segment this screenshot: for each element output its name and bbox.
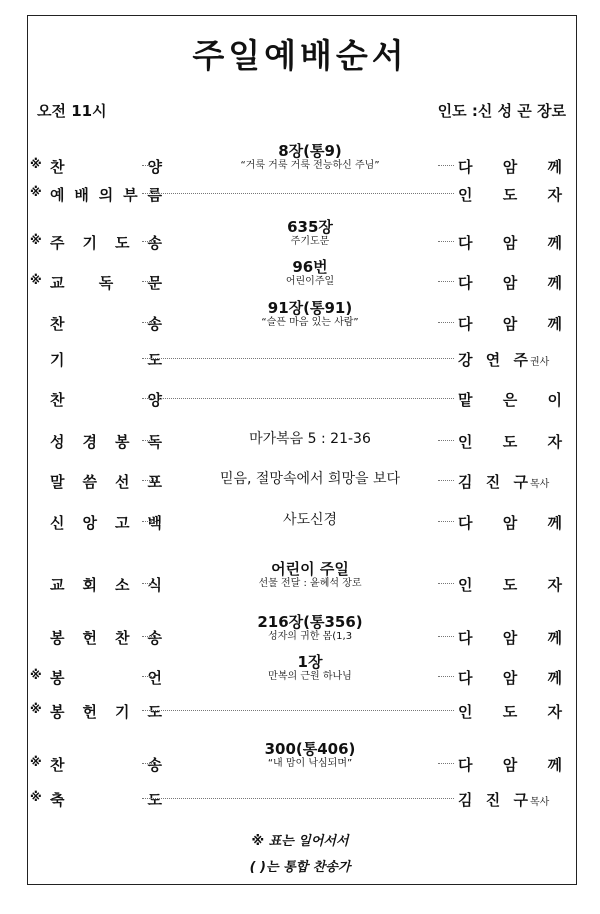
person-name [458, 789, 528, 810]
detail-subline: 주기도문 [290, 236, 330, 247]
order-item-detail [180, 431, 440, 448]
order-item-label [50, 349, 162, 370]
name-char: 구 [513, 473, 528, 491]
order-row [30, 258, 570, 293]
label-char: 헌 [82, 703, 97, 721]
dot-leader [142, 763, 156, 764]
name-char: 자 [547, 433, 562, 451]
label-char: 선 [115, 473, 130, 491]
person-name [458, 754, 562, 775]
order-item-person [458, 184, 562, 205]
label-char: 성 [50, 433, 65, 451]
name-char: 인 [458, 186, 473, 204]
dot-leader [142, 281, 156, 282]
label-char: 기 [82, 234, 97, 252]
order-row [30, 142, 570, 177]
label-char: 앙 [82, 514, 97, 532]
detail-subline: “슬픈 마음 있는 사람” [261, 317, 359, 328]
order-item-detail [180, 654, 440, 683]
label-char: 배 [74, 186, 89, 204]
detail-line: 사도신경 [282, 512, 338, 528]
footer-note-standing: ※ 표는 일어서서 [251, 834, 349, 849]
label-char: 름 [147, 186, 162, 204]
name-char: 인 [458, 703, 473, 721]
order-item-label [50, 389, 162, 410]
order-row [30, 700, 570, 730]
order-item-person [458, 156, 562, 177]
order-row [30, 388, 570, 418]
name-char: 맡 [458, 391, 473, 409]
label-char: 기 [50, 351, 65, 369]
name-char: 은 [502, 391, 518, 409]
label-char: 도 [147, 351, 162, 369]
name-char: 암 [502, 315, 518, 333]
person-name [458, 667, 562, 688]
name-char: 자 [547, 576, 562, 594]
label-char: 봉 [50, 669, 65, 687]
label-char: 회 [82, 576, 97, 594]
order-item-label [50, 471, 162, 492]
label-char: 독 [147, 433, 162, 451]
label-char: 축 [50, 791, 65, 809]
name-char: 암 [502, 756, 518, 774]
order-item-label [50, 574, 162, 595]
service-time: 오전 11시 [37, 102, 107, 120]
order-item-label [50, 667, 162, 688]
name-char: 김 [458, 473, 473, 491]
label-char: 예 [50, 186, 65, 204]
name-char: 김 [458, 791, 473, 809]
label-char: 기 [115, 703, 130, 721]
name-char: 이 [547, 391, 562, 409]
order-item-detail [180, 614, 440, 643]
dot-leader [438, 322, 454, 323]
standing-marker: ※ [30, 668, 42, 682]
order-item-label [50, 232, 162, 253]
label-char: 의 [98, 186, 114, 204]
order-item-label [50, 272, 162, 293]
order-item-person [458, 789, 562, 810]
dot-leader [142, 322, 156, 323]
name-char: 께 [547, 234, 562, 252]
label-char: 경 [82, 433, 97, 451]
order-row [30, 218, 570, 253]
name-char: 다 [458, 629, 473, 647]
name-char: 인 [458, 433, 473, 451]
name-char: 께 [547, 274, 562, 292]
person-name [458, 701, 562, 722]
name-char: 도 [502, 186, 518, 204]
order-item-detail [180, 512, 440, 529]
detail-subline: 만복의 근원 하나님 [268, 671, 352, 682]
label-char: 씀 [82, 473, 97, 491]
label-char: 도 [147, 791, 162, 809]
dot-leader [142, 398, 454, 399]
label-char: 찬 [50, 315, 65, 333]
dot-leader [142, 480, 156, 481]
order-row [30, 348, 570, 378]
order-item-person [458, 389, 562, 410]
dot-leader [438, 763, 454, 764]
detail-line: 300(통406) [264, 740, 356, 758]
person-title: 목사 [530, 479, 550, 490]
dot-leader [142, 583, 156, 584]
standing-marker: ※ [30, 233, 42, 247]
detail-line: 216장(통356) [257, 613, 363, 631]
label-char: 찬 [50, 391, 65, 409]
order-item-detail [180, 219, 440, 248]
detail-line: 96번 [292, 258, 328, 276]
order-item-label [50, 431, 162, 452]
order-item-label [50, 156, 162, 177]
order-item-label [50, 313, 162, 334]
label-char: 찬 [115, 629, 130, 647]
dot-leader [142, 798, 454, 799]
label-char: 고 [115, 514, 130, 532]
name-char: 다 [458, 234, 473, 252]
label-char: 도 [115, 234, 130, 252]
order-item-person [458, 701, 562, 722]
label-char: 신 [50, 514, 65, 532]
order-row [30, 560, 570, 595]
standing-marker: ※ [30, 755, 42, 769]
dot-leader [142, 636, 156, 637]
order-item-label [50, 627, 162, 648]
detail-subline: 성자의 귀한 몸(1,3 [267, 631, 353, 642]
name-char: 다 [458, 514, 473, 532]
name-char: 도 [502, 576, 518, 594]
name-char: 도 [502, 433, 518, 451]
name-char: 암 [502, 274, 518, 292]
label-char: 식 [147, 576, 162, 594]
label-char: 주 [50, 234, 65, 252]
order-item-detail [180, 561, 440, 590]
person-name [458, 313, 562, 334]
order-row [30, 788, 570, 818]
name-char: 암 [502, 629, 518, 647]
label-char: 봉 [50, 629, 65, 647]
name-char: 주 [513, 351, 528, 369]
order-item-label [50, 701, 162, 722]
order-item-person [458, 574, 562, 595]
person-name [458, 184, 562, 205]
person-name [458, 349, 528, 370]
order-item-person [458, 627, 562, 648]
standing-marker: ※ [30, 157, 42, 171]
standing-marker: ※ [30, 273, 42, 287]
order-item-detail [180, 741, 440, 770]
dot-leader [438, 241, 454, 242]
name-char: 자 [547, 703, 562, 721]
label-char: 교 [50, 576, 65, 594]
standing-marker: ※ [30, 790, 42, 804]
name-char: 인 [458, 576, 473, 594]
detail-line: 마가복음 5 : 21-36 [249, 431, 371, 447]
order-item-person [458, 232, 562, 253]
name-char: 께 [547, 514, 562, 532]
name-char: 다 [458, 274, 473, 292]
order-row [30, 740, 570, 775]
name-char: 께 [547, 315, 562, 333]
person-title: 목사 [530, 797, 550, 808]
dot-leader [142, 165, 156, 166]
person-name [458, 272, 562, 293]
dot-leader [142, 710, 454, 711]
label-char: 찬 [50, 756, 65, 774]
name-char: 연 [485, 351, 501, 369]
standing-marker: ※ [30, 702, 42, 716]
person-name [458, 389, 562, 410]
detail-line: 1장 [297, 653, 323, 671]
label-char: 찬 [50, 158, 65, 176]
label-char: 말 [50, 473, 65, 491]
name-char: 진 [485, 791, 501, 809]
order-item-person [458, 754, 562, 775]
order-row [30, 653, 570, 688]
dot-leader [142, 440, 156, 441]
detail-subline: 어린이주일 [285, 276, 335, 287]
detail-subline: 선물 전달 : 윤혜석 장로 [258, 578, 362, 589]
label-char: 봉 [50, 703, 65, 721]
order-item-label [50, 789, 162, 810]
dot-leader [142, 358, 454, 359]
dot-leader [142, 676, 156, 677]
person-name [458, 471, 528, 492]
order-item-person [458, 349, 562, 370]
name-char: 강 [458, 351, 473, 369]
name-char: 다 [458, 756, 473, 774]
order-item-detail [180, 259, 440, 288]
detail-line: 어린이 주일 [271, 560, 349, 578]
person-name [458, 627, 562, 648]
order-row [30, 430, 570, 460]
name-char: 다 [458, 315, 473, 333]
name-char: 다 [458, 158, 473, 176]
name-char: 도 [502, 703, 518, 721]
order-item-detail [180, 471, 440, 488]
label-char: 송 [147, 629, 162, 647]
label-char: 언 [147, 669, 162, 687]
name-char: 께 [547, 756, 562, 774]
order-item-label [50, 512, 162, 533]
name-char: 께 [547, 158, 562, 176]
detail-subline: “내 맘이 낙심되며” [267, 758, 353, 769]
label-char: 부 [123, 186, 138, 204]
detail-line: 635장 [287, 218, 333, 236]
label-char: 독 [98, 274, 114, 292]
person-title: 권사 [530, 357, 550, 368]
label-char: 송 [147, 315, 162, 333]
detail-line: 8장(통9) [278, 142, 342, 160]
detail-line: 믿음, 절망속에서 희망을 보다 [219, 471, 401, 487]
label-char: 문 [147, 274, 162, 292]
name-char: 암 [502, 158, 518, 176]
dot-leader [142, 521, 156, 522]
dot-leader [438, 583, 454, 584]
order-row [30, 183, 570, 213]
service-leader: 인도 :신 성 곤 장로 [437, 102, 566, 120]
order-item-label [50, 184, 162, 205]
label-char: 교 [50, 274, 65, 292]
order-item-person [458, 512, 562, 533]
name-char: 암 [502, 234, 518, 252]
detail-subline: “거룩 거룩 거룩 전능하신 주님” [240, 160, 380, 171]
label-char: 양 [147, 391, 162, 409]
standing-marker: ※ [30, 185, 42, 199]
label-char: 양 [147, 158, 162, 176]
name-char: 암 [502, 514, 518, 532]
name-char: 께 [547, 629, 562, 647]
name-char: 진 [485, 473, 501, 491]
person-name [458, 512, 562, 533]
label-char: 백 [147, 514, 162, 532]
dot-leader [142, 193, 454, 194]
footer-note-hymnal: ( )는 통합 찬송가 [249, 860, 351, 875]
name-char: 구 [513, 791, 528, 809]
dot-leader [142, 241, 156, 242]
label-char: 봉 [115, 433, 130, 451]
dot-leader [438, 676, 454, 677]
order-item-detail [180, 143, 440, 172]
order-item-detail [180, 300, 440, 329]
label-char: 헌 [82, 629, 97, 647]
label-char: 송 [147, 756, 162, 774]
person-name [458, 574, 562, 595]
label-char: 소 [115, 576, 130, 594]
order-row [30, 511, 570, 541]
label-char: 송 [147, 234, 162, 252]
order-item-person [458, 431, 562, 452]
dot-leader [438, 636, 454, 637]
dot-leader [438, 480, 454, 481]
order-item-person [458, 272, 562, 293]
name-char: 께 [547, 669, 562, 687]
order-row [30, 299, 570, 334]
order-row [30, 470, 570, 500]
label-char: 포 [147, 473, 162, 491]
name-char: 암 [502, 669, 518, 687]
order-item-person [458, 667, 562, 688]
name-char: 자 [547, 186, 562, 204]
dot-leader [438, 521, 454, 522]
label-char: 도 [147, 703, 162, 721]
person-name [458, 232, 562, 253]
dot-leader [438, 440, 454, 441]
person-name [458, 431, 562, 452]
dot-leader [438, 281, 454, 282]
name-char: 다 [458, 669, 473, 687]
page-title: 주일예배순서 [192, 36, 408, 75]
detail-line: 91장(통91) [267, 299, 353, 317]
person-name [458, 156, 562, 177]
order-item-person [458, 313, 562, 334]
order-row [30, 613, 570, 648]
order-item-label [50, 754, 162, 775]
dot-leader [438, 165, 454, 166]
order-item-person [458, 471, 562, 492]
